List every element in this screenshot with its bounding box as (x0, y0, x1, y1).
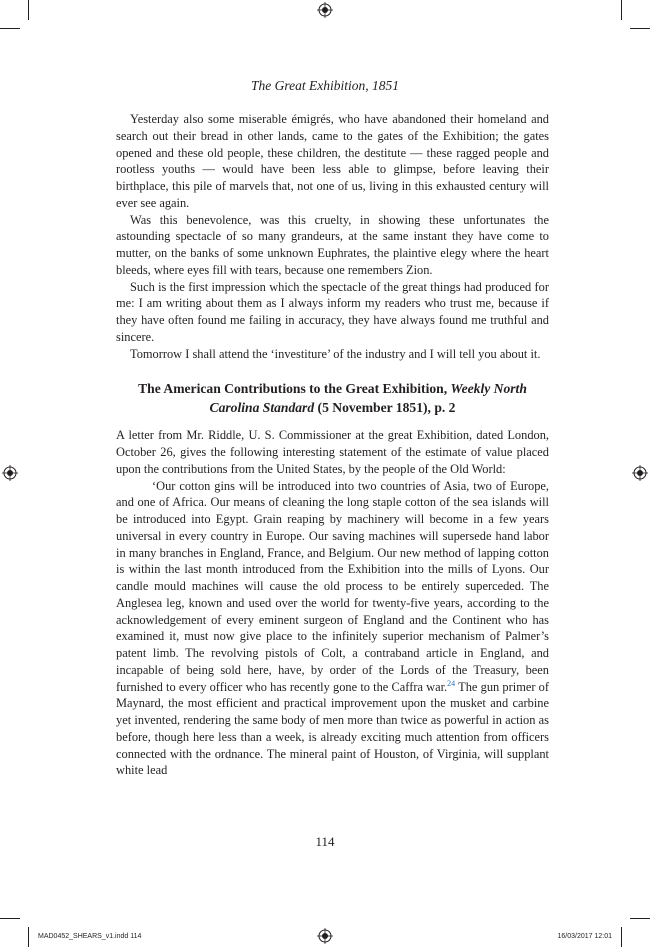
heading-title: The American Contributions to the Great Exhibition, (138, 381, 451, 397)
running-head: The Great Exhibition, 1851 (251, 78, 399, 93)
text-block (116, 111, 549, 779)
crop-mark-bottom-right-h (630, 918, 650, 919)
slug-timestamp: 16/03/2017 12:01 (557, 933, 612, 940)
crop-mark-top-left (28, 0, 29, 20)
crop-mark-bottom-left-h (0, 918, 20, 919)
crop-mark-top-right-h (630, 28, 650, 29)
crop-mark-bottom-left (28, 927, 29, 947)
heading-date: (5 November 1851), p. 2 (314, 400, 456, 416)
registration-mark-icon (317, 928, 333, 944)
quotation (116, 478, 549, 780)
registration-mark-icon (2, 465, 18, 481)
crop-mark-bottom-right (621, 927, 622, 947)
heading-source: Weekly North Carolina Standard (209, 381, 527, 416)
crop-mark-top-left-h (0, 28, 20, 29)
quote-text-continued: The gun primer of Maynard, the most efficient and practical improvement upon the musket and carbine yet invented, rendering the same body of men more than twice as powerful in action as before, though here less than a week, is already exciting much attention from officers connected with the ordnance. The mineral paint of Houston, of Virginia, will supplant white lead (116, 679, 549, 778)
slug-filename: MAD0452_SHEARS_v1.indd 114 (38, 933, 142, 940)
paragraph: Such is the first impression which the spectacle of the great things had produced for me: I am writing about them as I always inform my readers who trust me, because if they have often found me failing in accuracy, they have always found me truthful and sincere. (116, 279, 549, 344)
paragraph: Tomorrow I shall attend the ‘investiture’ of the industry and I will tell you about it. (130, 346, 541, 361)
section-heading (116, 379, 549, 417)
registration-mark-icon (632, 465, 648, 481)
quote-text: ‘Our cotton gins will be introduced into two countries of Asia, two of Europe, and one of Africa. Our means of cleaning the long staple cotton of the sea islands will be introduced into Egypt. Grain reaping by machinery will become in a few years universal in every country in Europe. Our saving machines will supersede hand labor in many branches in England, France, and Belgium. Our new method of lapping cotton is within the last month introduced from the Exhibition into the mills of Lyons. Our candle mould machines will cause the old process to be entirely superceded. The Anglesea leg, known and used over the world for twenty-five years, according to the acknowledgement of every eminent surgeon of England and the Continent who has examined it, must now give place to the infinitely superior mechanism of Palmer’s patent limb. The revolving pistols of Colt, a contraband article in England, and incapable of being sold here, have, by order of the Lords of the Treasury, been furnished to every officer who has recently gone to the Caffra war. (116, 478, 549, 694)
registration-mark-icon (317, 2, 333, 18)
crop-mark-top-right (621, 0, 622, 20)
intro-paragraph: A letter from Mr. Riddle, U. S. Commissioner at the great Exhibition, dated London, October 26, gives the following interesting statement of the estimate of value placed upon the contributions from the United States, by the people of the Old World: (116, 428, 549, 476)
page-number: 114 (315, 834, 335, 849)
paragraph: Was this benevolence, was this cruelty, in showing these unfortunates the astounding spectacle of so many grandeurs, at the same instant they have come to mutter, on the banks of some unknown Euphrates, the plaintive elegy where the heart bleeds, where eyes fill with tears, because one remembers Zion. (116, 212, 549, 277)
footnote-reference[interactable]: 24 (447, 678, 456, 688)
paragraph: Yesterday also some miserable émigrés, who have abandoned their homeland and search out their bread in other lands, came to the gates of the Exhibition; the gates opened and these old people, these children, the destitute — these ragged people and rootless youths — would have been less able to glimpse, before leaving their birthplace, this pile of marvels that, not one of us, living in this exhausted century will ever see again. (116, 112, 549, 210)
